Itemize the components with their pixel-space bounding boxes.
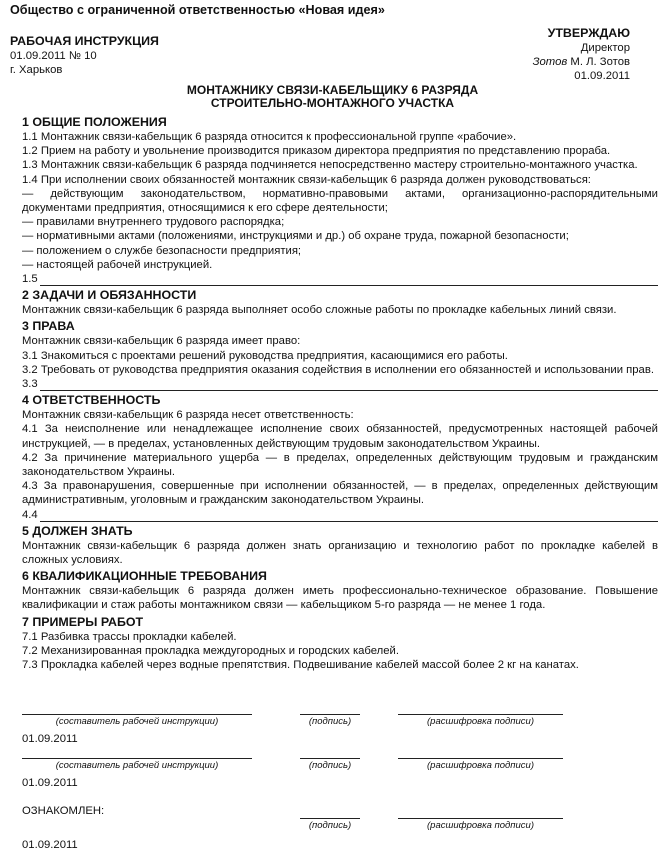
signature-date: 01.09.2011: [22, 733, 78, 745]
acknowledged-label: ОЗНАКОМЛЕН:: [22, 805, 105, 817]
paragraph: 1.2 Прием на работу и увольнение производится приказом директора предприятия по представлению прораба.: [22, 145, 611, 158]
instruction-header: [10, 34, 159, 77]
paragraph: Монтажник связи-кабельщик 6 разряда несет ответственность:: [22, 409, 354, 422]
list-item: — действующим законодательством, нормативно-правовыми актами, организационно-распорядительными документами предприятия, относящимися к его сфере деятельности;: [22, 187, 658, 215]
blank-item: [22, 272, 658, 286]
paragraph: 4.2 За причинение материального ущерба — в пределах, определенных действующим трудовым и гражданским законодательством Украины.: [22, 451, 658, 479]
city: г. Харьков: [10, 64, 63, 77]
paragraph: 4.1 За неисполнение или ненадлежащее исполнение своих обязанностей, предусмотренных настоящей рабочей инструкцией, — в пределах, установленных действующим трудовым законодательством Украины.: [22, 423, 658, 450]
title-line-2: СТРОИТЕЛЬНО-МОНТАЖНОГО УЧАСТКА: [210, 96, 455, 110]
signature-caption: (подпись): [308, 760, 352, 771]
paragraph: Монтажник связи-кабельщик 6 разряда выполняет особо сложные работы по прокладке кабельных линий связи.: [22, 304, 617, 317]
section-heading: 3 ПРАВА: [22, 319, 75, 334]
item-number: 4.4: [22, 508, 38, 521]
fill-line[interactable]: [40, 275, 658, 286]
decoding-caption: (расшифровка подписи): [427, 820, 534, 831]
blank-item: [22, 508, 658, 522]
author-caption: (составитель рабочей инструкции): [55, 716, 219, 727]
author-signature-line[interactable]: [22, 714, 252, 715]
section-heading: 4 ОТВЕТСТВЕННОСТЬ: [22, 393, 161, 408]
author-signature-line[interactable]: [22, 758, 252, 759]
approve-date: 01.09.2011: [574, 70, 630, 83]
signature-caption: (подпись): [308, 820, 352, 831]
instruction-date-number: 01.09.2011 № 10: [10, 50, 97, 62]
decoding-caption: (расшифровка подписи): [427, 760, 534, 771]
signature-line[interactable]: [300, 818, 360, 819]
section-heading: 7 ПРИМЕРЫ РАБОТ: [22, 614, 144, 629]
fill-line[interactable]: [40, 380, 658, 391]
paragraph: Монтажник связи-кабельщик 6 разряда должен иметь профессионально-техническое образование. Повышение квалификации и стаж работы монтажником связи — кабельщиком 5-го разряда — не менее 1 года.: [22, 585, 658, 612]
paragraph: Монтажник связи-кабельщик 6 разряда должен знать организацию и технологию работ по прокладке кабелей в сложных условиях.: [22, 539, 658, 567]
paragraph: 1.3 Монтажник связи-кабельщик 6 разряда подчиняется непосредственно мастеру строительно-монтажного участка.: [22, 159, 638, 172]
approve-position: Директор: [580, 42, 630, 54]
organization-name: Общество с ограниченной ответственностью «Новая идея»: [10, 3, 385, 17]
signature-line[interactable]: [300, 758, 360, 759]
document-title: [60, 84, 605, 110]
list-item: — правилами внутреннего трудового распорядка;: [22, 216, 285, 229]
section-heading: 2 ЗАДАЧИ И ОБЯЗАННОСТИ: [22, 288, 197, 303]
item-number: 3.3: [22, 378, 38, 391]
signature-line[interactable]: [300, 714, 360, 715]
fill-line[interactable]: [40, 511, 658, 522]
title-line-1: МОНТАЖНИКУ СВЯЗИ-КАБЕЛЬЩИКУ 6 РАЗРЯДА: [186, 83, 479, 97]
paragraph: 7.1 Разбивка трассы прокладки кабелей.: [22, 630, 237, 643]
paragraph: 4.3 За правонарушения, совершенные при исполнении обязанностей, — в пределах, определенных действующим административным, уголовным и гражданским законодательством Украины.: [22, 480, 658, 507]
approve-name: М. Л. Зотов: [570, 56, 630, 69]
paragraph: 3.2 Требовать от руководства предприятия оказания содействия в исполнении его обязанностей и использовании прав.: [22, 363, 654, 376]
author-caption: (составитель рабочей инструкции): [55, 760, 219, 771]
blank-item: [22, 377, 658, 391]
document-body: [22, 113, 658, 672]
instruction-title: РАБОЧАЯ ИНСТРУКЦИЯ: [10, 34, 159, 48]
signature-date: 01.09.2011: [22, 777, 78, 789]
decoding-caption: (расшифровка подписи): [427, 716, 534, 727]
paragraph: Монтажник связи-кабельщик 6 разряда имеет право:: [22, 335, 301, 348]
paragraph: 7.2 Механизированная прокладка междугородных и городских кабелей.: [22, 644, 400, 657]
decoding-line[interactable]: [398, 714, 563, 715]
list-item: — нормативными актами (положениями, инструкциями и др.) об охране труда, пожарной безопасности;: [22, 230, 569, 243]
section-heading: 5 ДОЛЖЕН ЗНАТЬ: [22, 523, 133, 538]
approve-signature-line: [500, 55, 630, 69]
list-item: — настоящей рабочей инструкцией.: [22, 258, 213, 271]
list-item: — положением о службе безопасности предприятия;: [22, 244, 302, 257]
paragraph: 7.3 Прокладка кабелей через водные препятствия. Подвешивание кабелей массой более 2 кг на канатах.: [22, 659, 579, 672]
approve-signature: Зотов: [532, 56, 568, 69]
item-number: 1.5: [22, 273, 38, 286]
approval-block: [500, 26, 630, 84]
section-heading: 6 КВАЛИФИКАЦИОННЫЕ ТРЕБОВАНИЯ: [22, 569, 267, 584]
approve-title: УТВЕРЖДАЮ: [547, 26, 630, 40]
paragraph: 1.1 Монтажник связи-кабельщик 6 разряда относится к профессиональной группе «рабочие».: [22, 131, 517, 143]
signature-caption: (подпись): [308, 716, 352, 727]
signature-date: 01.09.2011: [22, 839, 78, 851]
decoding-line[interactable]: [398, 818, 563, 819]
paragraph: 3.1 Знакомиться с проектами решений руководства предприятия, касающимися его работы.: [22, 349, 508, 362]
paragraph: 1.4 При исполнении своих обязанностей монтажник связи-кабельщик 6 разряда должен руководствоваться:: [22, 173, 591, 186]
section-heading: 1 ОБЩИЕ ПОЛОЖЕНИЯ: [22, 115, 167, 129]
decoding-line[interactable]: [398, 758, 563, 759]
